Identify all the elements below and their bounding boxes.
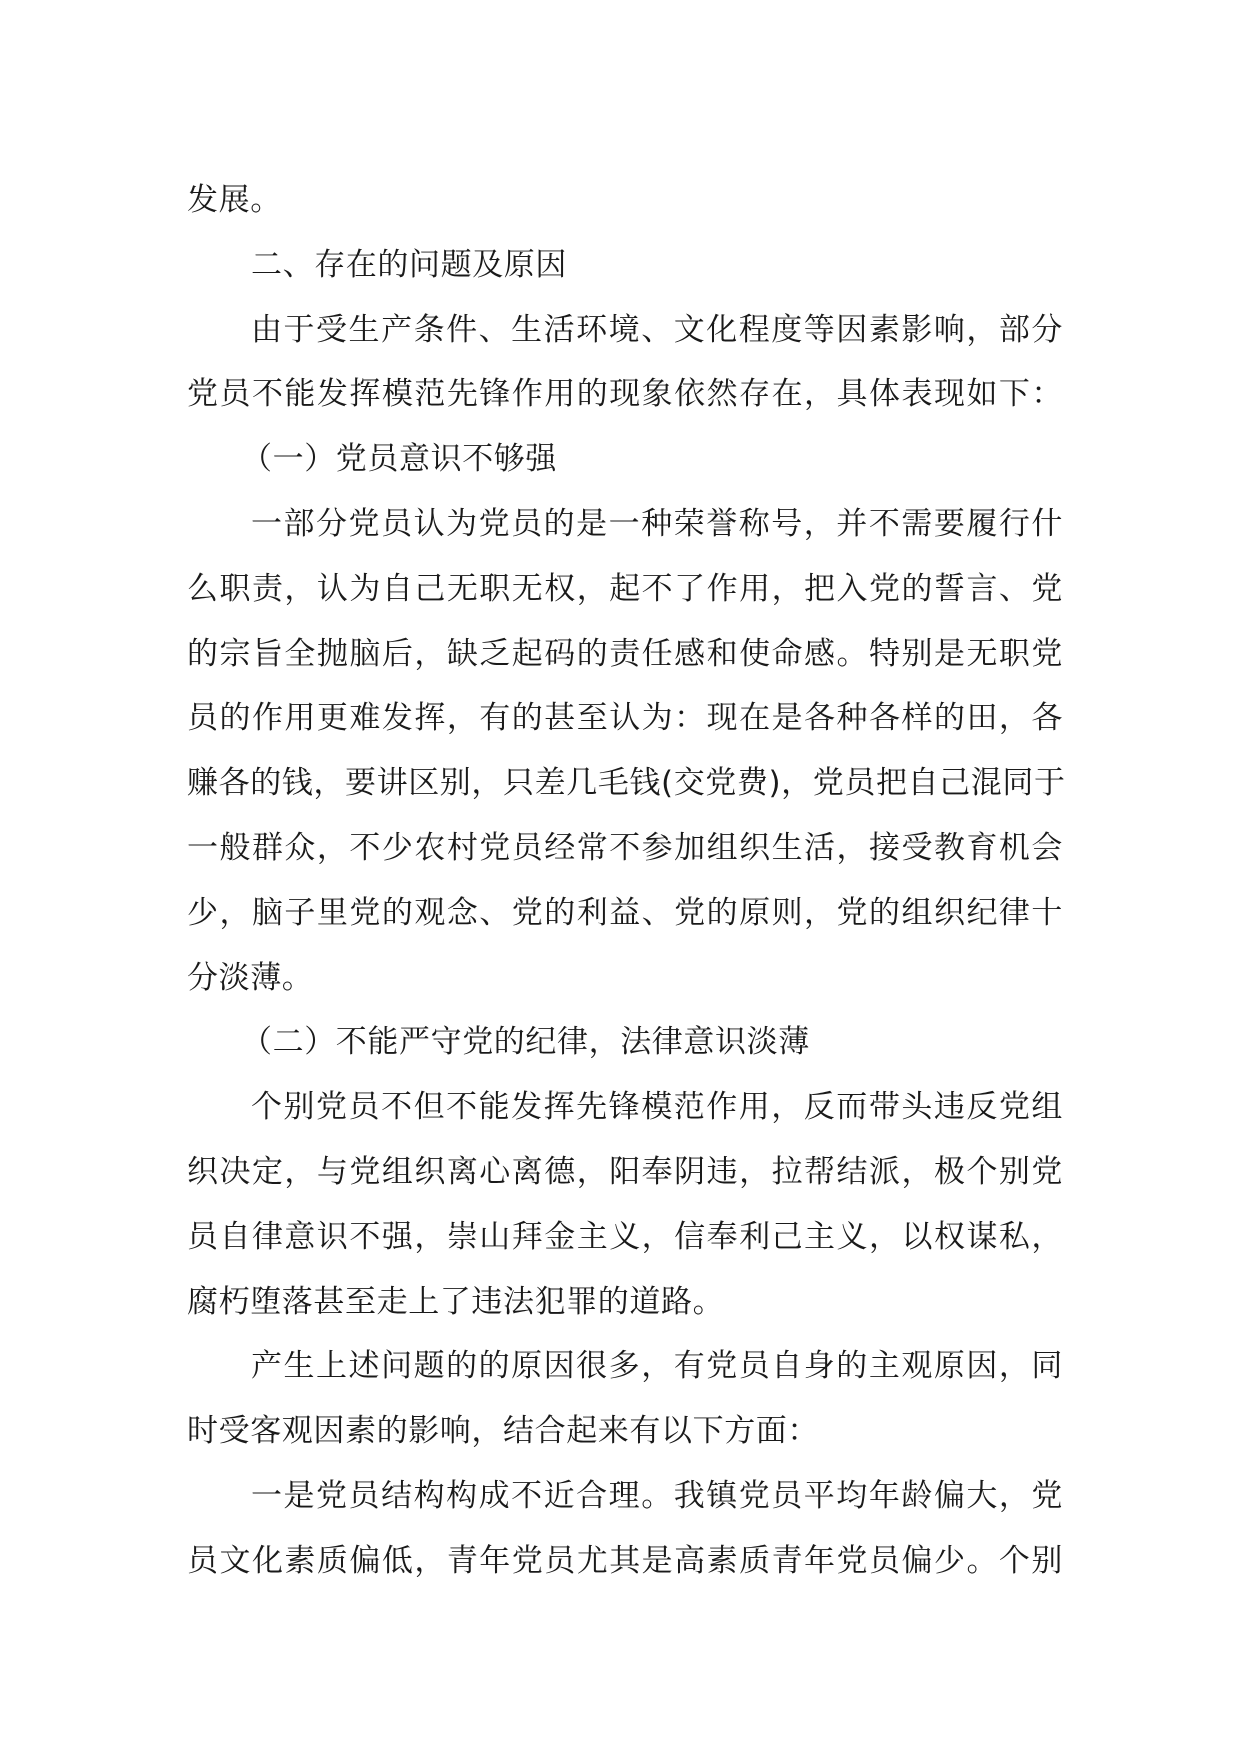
text-line: 一部分党员认为党员的是一种荣誉称号，并不需要履行什 [251,505,1063,542]
text-line: 发展。 [187,182,282,218]
document-page [187,168,1066,1594]
text-line: 一般群众，不少农村党员经常不参加组织生活，接受教育机会 [187,829,1063,866]
text-line: 时受客观因素的影响，结合起来有以下方面： [187,1413,819,1450]
text-line: 员的作用更难发挥，有的甚至认为：现在是各种各样的田，各 [187,700,1063,737]
text-line: 少，脑子里党的观念、党的利益、党的原则，党的组织纪律十 [187,894,1063,931]
text-line: 个别党员不但不能发挥先锋模范作用，反而带头违反党组 [251,1089,1063,1126]
text-line: 产生上述问题的的原因很多，有党员自身的主观原因，同 [251,1348,1063,1385]
text-line: 么职责，认为自己无职无权，起不了作用，把入党的誓言、党 [187,570,1063,607]
subsection-heading: （二）不能严守党的纪律，法律意识淡薄 [241,1024,810,1061]
text-line: 的宗旨全抛脑后，缺乏起码的责任感和使命感。特别是无职党 [187,635,1063,672]
text-line: 赚各的钱，要讲区别，只差几毛钱(交党费)，党员把自己混同于 [187,765,1066,802]
text-line: 员自律意识不强，崇山拜金主义，信奉利己主义，以权谋私， [187,1218,1063,1255]
text-line: 党员不能发挥模范先锋作用的现象依然存在，具体表现如下： [187,376,1063,413]
text-line: 腐朽堕落甚至走上了违法犯罪的道路。 [187,1283,725,1320]
text-line: 织决定，与党组织离心离德，阳奉阴违，拉帮结派，极个别党 [187,1153,1063,1190]
text-line: 员文化素质偏低，青年党员尤其是高素质青年党员偏少。个别 [187,1542,1063,1579]
text-line: 一是党员结构构成不近合理。我镇党员平均年龄偏大，党 [251,1477,1063,1514]
text-line: 分淡薄。 [187,959,314,996]
text-line: 由于受生产条件、生活环境、文化程度等因素影响，部分 [251,311,1063,348]
section-heading: 二、存在的问题及原因 [251,246,567,283]
subsection-heading: （一）党员意识不够强 [241,441,557,478]
